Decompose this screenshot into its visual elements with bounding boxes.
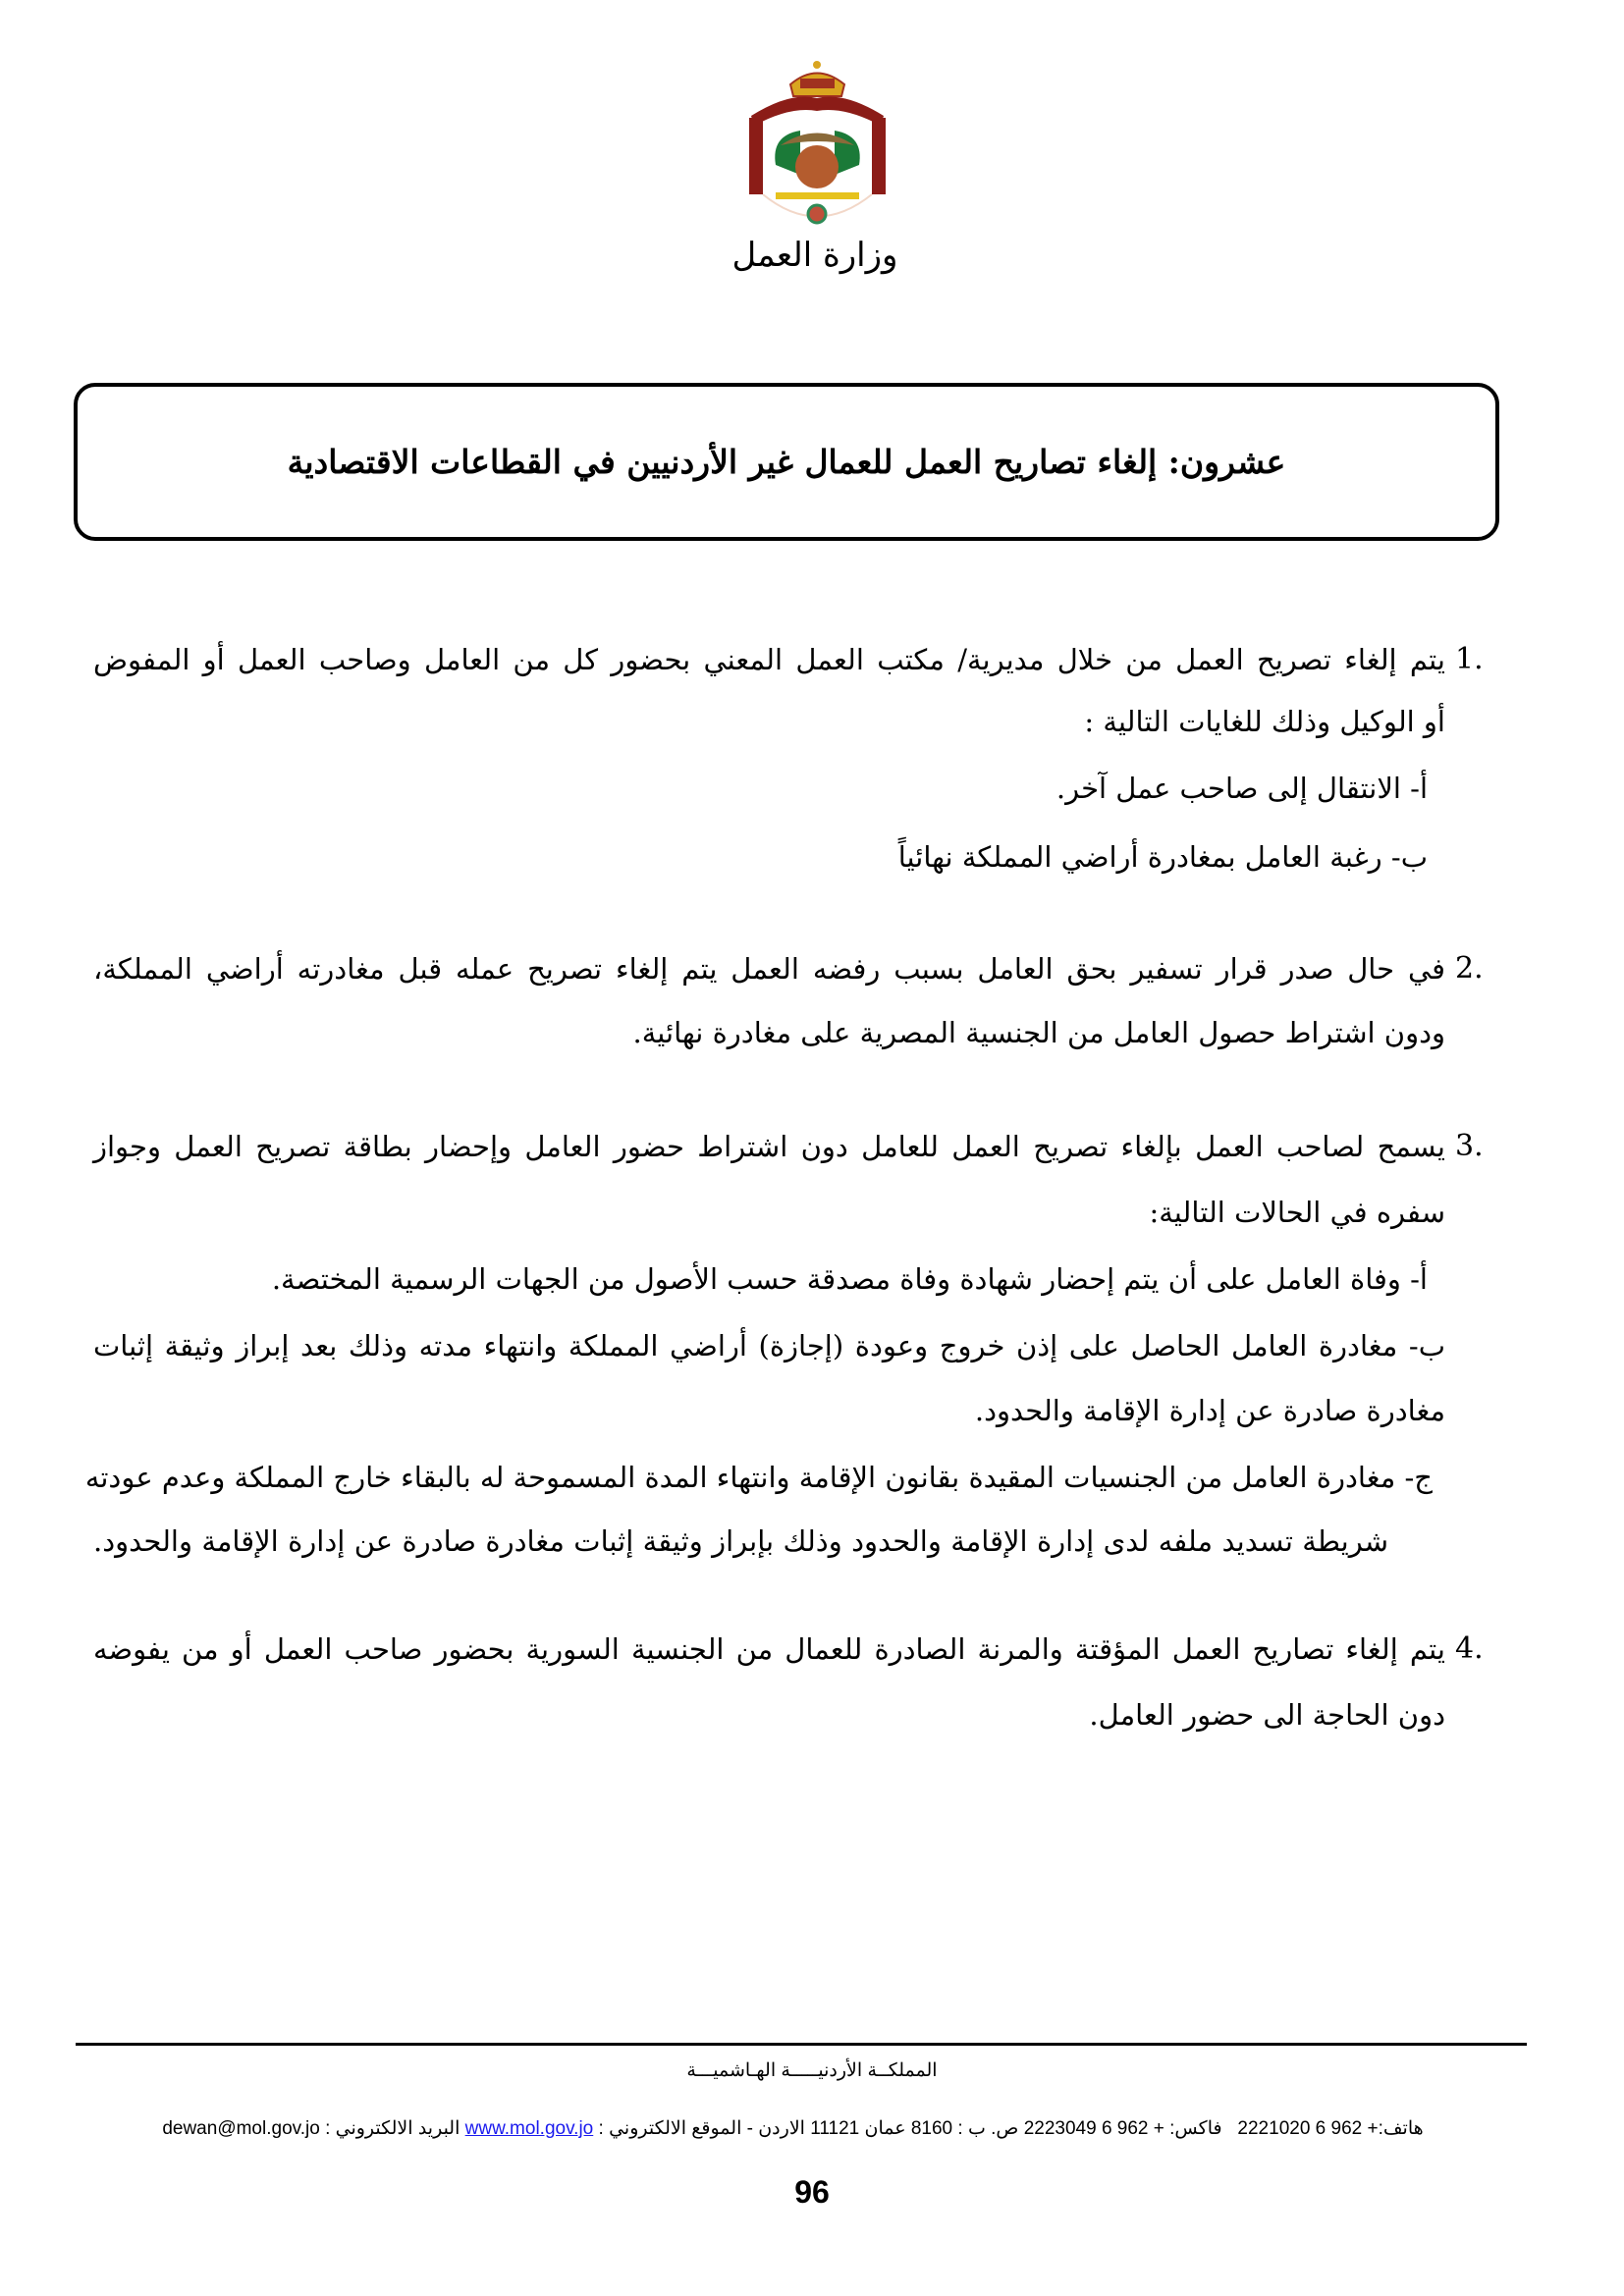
sub-item-line: أ- الانتقال إلى صاحب عمل آخر.: [1056, 772, 1428, 805]
page-number: 96: [794, 2174, 830, 2210]
footer-divider: [76, 2043, 1527, 2046]
sub-item-line: أ- وفاة العامل على أن يتم إحضار شهادة وفاة مصدقة حسب الأصول من الجهات الرسمية المختصة.: [271, 1262, 1428, 1296]
jordan-emblem-logo: [731, 57, 903, 234]
footer-po-box: ص. ب : 8160 عمان 11121 الاردن - الموقع الالكتروني :: [598, 2118, 1019, 2139]
body-line: يسمح لصاحب العمل بإلغاء تصريح العمل للعامل دون اشتراط حضور العامل وإحضار بطاقة تصريح العمل وجواز: [93, 1130, 1445, 1163]
sub-item-line: شريطة تسديد ملفه لدى إدارة الإقامة والحدود وذلك بإبراز وثيقة إثبات مغادرة صادرة عن إدارة الإقامة والحدود.: [93, 1524, 1388, 1558]
footer-fax: فاكس: + 962 6 2223049: [1023, 2118, 1222, 2139]
footer-contact: [98, 2117, 1488, 2140]
ministry-name: وزارة العمل: [731, 236, 898, 275]
footer-phone: هاتف:+ 962 6 2221020: [1237, 2118, 1424, 2139]
sub-item-line: ب- رغبة العامل بمغادرة أراضي المملكة نهائياً: [897, 840, 1428, 874]
item-number: 2.: [1455, 951, 1484, 986]
body-line: يتم إلغاء تصريح العمل من خلال مديرية/ مكتب العمل المعني بحضور كل من العامل وصاحب العمل أو المفوض: [93, 643, 1445, 676]
body-line: في حال صدر قرار تسفير بحق العامل بسبب رفضه العمل يتم إلغاء تصريح عمله قبل مغادرته أراضي المملكة،: [93, 952, 1446, 986]
body-line: ودون اشتراط حصول العامل من الجنسية المصرية على مغادرة نهائية.: [632, 1016, 1445, 1049]
item-number: 3.: [1455, 1129, 1484, 1163]
sub-item-line: ج- مغادرة العامل من الجنسيات المقيدة بقانون الإقامة وانتهاء المدة المسموحة له بالبقاء خارج المملكة وعدم عودته: [84, 1461, 1433, 1494]
item-number: 1.: [1455, 642, 1484, 676]
body-line: سفره في الحالات التالية:: [1149, 1196, 1445, 1229]
footer-kingdom: المملكــة الأردنيـــــة الهـاشميـــة: [686, 2060, 938, 2081]
item-number: 4.: [1455, 1631, 1484, 1666]
footer-email[interactable]: dewan@mol.gov.jo: [162, 2118, 320, 2139]
body-line: دون الحاجة الى حضور العامل.: [1089, 1698, 1445, 1732]
sub-item-line: مغادرة صادرة عن إدارة الإقامة والحدود.: [974, 1394, 1445, 1427]
body-line: يتم إلغاء تصاريح العمل المؤقتة والمرنة الصادرة للعمال من الجنسية السورية بحضور صاحب العمل أو من يفوضه: [93, 1632, 1445, 1666]
website-link[interactable]: www.mol.gov.jo: [464, 2118, 594, 2139]
footer-email-label: البريد الالكتروني :: [325, 2118, 460, 2139]
section-title: عشرون: إلغاء تصاريح العمل للعمال غير الأردنيين في القطاعات الاقتصادية: [287, 443, 1286, 481]
sub-item-line: ب- مغادرة العامل الحاصل على إذن خروج وعودة (إجازة) أراضي المملكة وانتهاء مدته وذلك بعد إبراز وثيقة إثبات: [93, 1329, 1445, 1362]
body-line: أو الوكيل وذلك للغايات التالية :: [1084, 705, 1445, 738]
